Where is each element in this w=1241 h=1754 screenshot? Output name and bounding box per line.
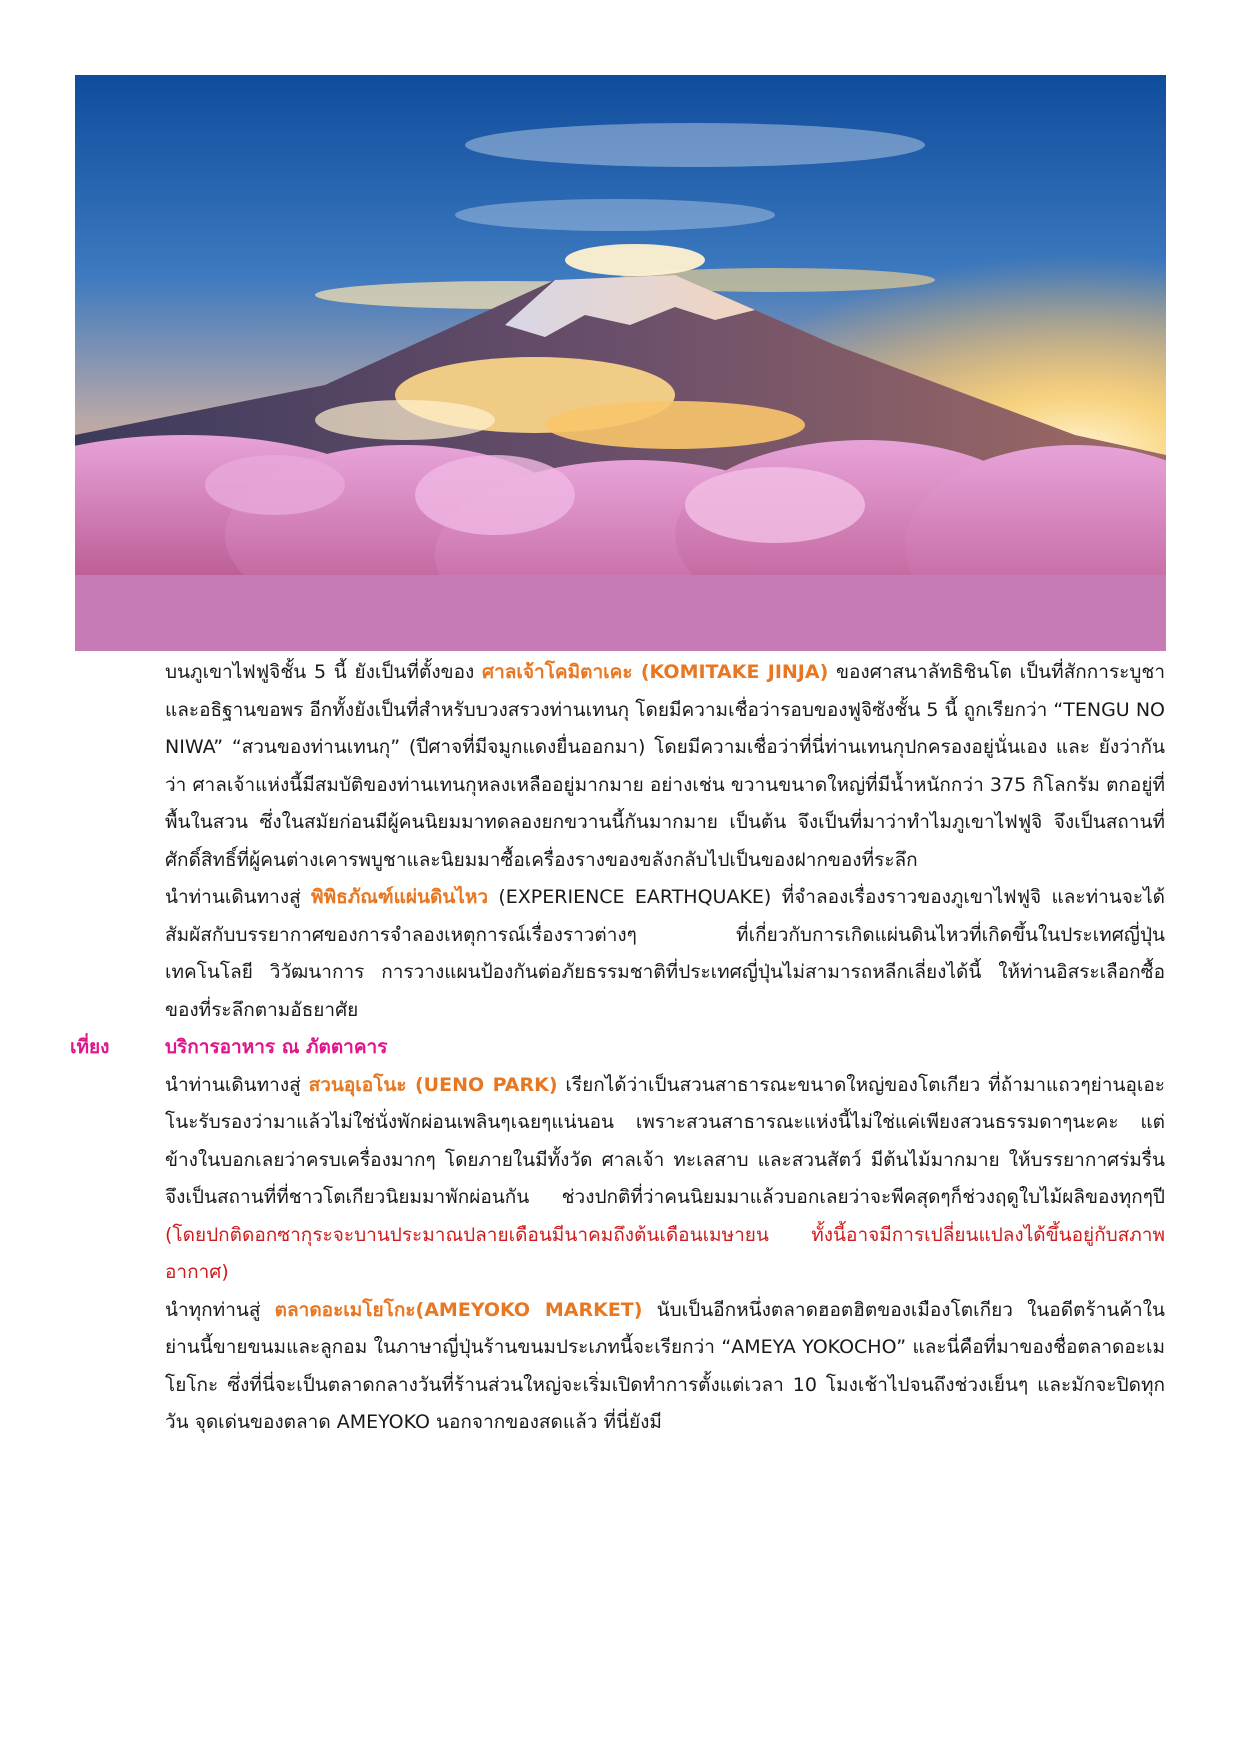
meal-description: บริการอาหาร ณ ภัตตาคาร: [165, 1036, 388, 1058]
paragraph-text: นำทุกท่านสู่: [165, 1298, 275, 1321]
sakura-note: (โดยปกติดอกซากุระจะบานประมาณปลายเดือนมีนาคมถึงต้นเดือนเมษายน ทั้งนี้อาจมีการเปลี่ยนแปลงได้ขึ้นอยู่กับสภาพอากาศ): [165, 1223, 1165, 1283]
mount-fuji-cherry-blossom-photo: [75, 75, 1166, 651]
paragraph-text: นำท่านเดินทางสู่: [165, 1073, 309, 1096]
highlight-komitake-jinja: ศาลเจ้าโคมิตาเคะ (KOMITAKE JINJA): [482, 661, 829, 683]
paragraph-text: นำท่านเดินทางสู่: [165, 886, 312, 908]
article-text: [70, 654, 1165, 1442]
paragraph-text: เรียกได้ว่าเป็นสวนสาธารณะขนาดใหญ่ของโตเกียว ที่ถ้ามาแถวๆย่านอุเอะโนะรับรองว่ามาแล้วไม่ใช่นั่งพักผ่อนเพลินๆเฉยๆแน่นอน เพราะสวนสาธารณะแห่งนี้ไม่ใช่แค่เพียงสวนธรรมดาๆนะคะ แต่ข้างในบอกเลยว่าครบเครื่องมากๆ โดยภายในมีทั้งวัด ศาลเจ้า ทะเลสาบ และสวนสัตว์ มีต้นไม้มากมาย ให้บรรยากาศร่มรื่นจึงเป็นสถานที่ที่ชาวโตเกียวนิยมมาพักผ่อนกัน ช่วงปกติที่ว่าคนนิยมมาแล้วบอกเลยว่าจะพีคสุดๆก็ช่วงฤดูใบไม้ผลิของทุกๆปี: [165, 1073, 1165, 1208]
paragraph-ameyoko: [165, 1292, 1165, 1442]
paragraph-komitake: [165, 654, 1165, 879]
meal-row: [70, 1029, 1165, 1067]
paragraph-text: นับเป็นอีกหนึ่งตลาดฮอตฮิตของเมืองโตเกียว ในอดีตร้านค้าในย่านนี้ขายขนมและลูกอม ในภาษาญี่ปุ่นร้านขนมประเภทนี้จะเรียกว่า “AMEYA YOKOCHO” และนี่คือที่มาของชื่อตลาดอะเมโยโกะ ซึ่งที่นี่จะเป็นตลาดกลางวันที่ร้านส่วนใหญ่จะเริ่มเปิดทำการตั้งแต่เวลา 10 โมงเช้าไปจนถึงช่วงเย็นๆ และมักจะปิดทุกวัน จุดเด่นของตลาด AMEYOKO นอกจากของสดแล้ว ที่นี่ยังมี: [165, 1298, 1165, 1433]
highlight-earthquake-museum: พิพิธภัณฑ์แผ่นดินไหว: [311, 886, 489, 908]
paragraph-earthquake-museum: [165, 879, 1165, 1029]
paragraph-ueno-park: [165, 1067, 1165, 1292]
paragraph-text: บนภูเขาไฟฟูจิชั้น 5 นี้ ยังเป็นที่ตั้งของ: [165, 661, 483, 683]
highlight-ameyoko-market: ตลาดอะเมโยโกะ(AMEYOKO MARKET): [274, 1298, 643, 1321]
paragraph-text: (EXPERIENCE EARTHQUAKE) ที่จำลองเรื่องราวของภูเขาไฟฟูจิ และท่านจะได้สัมผัสกับบรรยากาศของการจำลองเหตุการณ์เรื่องราวต่างๆ ที่เกี่ยวกับการเกิดแผ่นดินไหวที่เกิดขึ้นในประเทศญี่ปุ่น เทคโนโลยี วิวัฒนาการ การวางแผนป้องกันต่อภัยธรรมชาติที่ประเทศญี่ปุ่นไม่สามารถหลีกเลี่ยงได้นี้ ให้ท่านอิสระเลือกซื้อของที่ระลึกตามอัธยาศัย: [165, 886, 1165, 1021]
meal-time-label: เที่ยง: [70, 1036, 110, 1058]
highlight-ueno-park: สวนอุเอโนะ (UENO PARK): [308, 1073, 558, 1096]
paragraph-text: ของศาสนาลัทธิชินโต เป็นที่สักการะบูชาและอธิฐานขอพร อีกทั้งยังเป็นที่สำหรับบวงสรวงท่านเทนกุ โดยมีความเชื่อว่ารอบของฟูจิซังชั้น 5 นี้ ถูกเรียกว่า “TENGU NO NIWA” “สวนของท่านเทนกุ” (ปีศาจที่มีจมูกแดงยื่นออกมา) โดยมีความเชื่อว่าที่นี่ท่านเทนกุปกครองอยู่นั่นเอง และ ยังว่ากันว่า ศาลเจ้าแห่งนี้มีสมบัติของท่านเทนกุหลงเหลืออยู่มากมาย อย่างเช่น ขวานขนาดใหญ่ที่มีน้ำหนักกว่า 375 กิโลกรัม ตกอยู่ที่พื้นในสวน ซึ่งในสมัยก่อนมีผู้คนนิยมมาทดลองยกขวานนี้กันมากมาย เป็นต้น จึงเป็นที่มาว่าทำไมภูเขาไฟฟูจิ จึงเป็นสถานที่ศักดิ์สิทธิ์ที่ผู้คนต่างเคารพบูชาและนิยมมาซื้อเครื่องรางของขลังกลับไปเป็นของฝากของที่ระลึก: [165, 661, 1165, 871]
